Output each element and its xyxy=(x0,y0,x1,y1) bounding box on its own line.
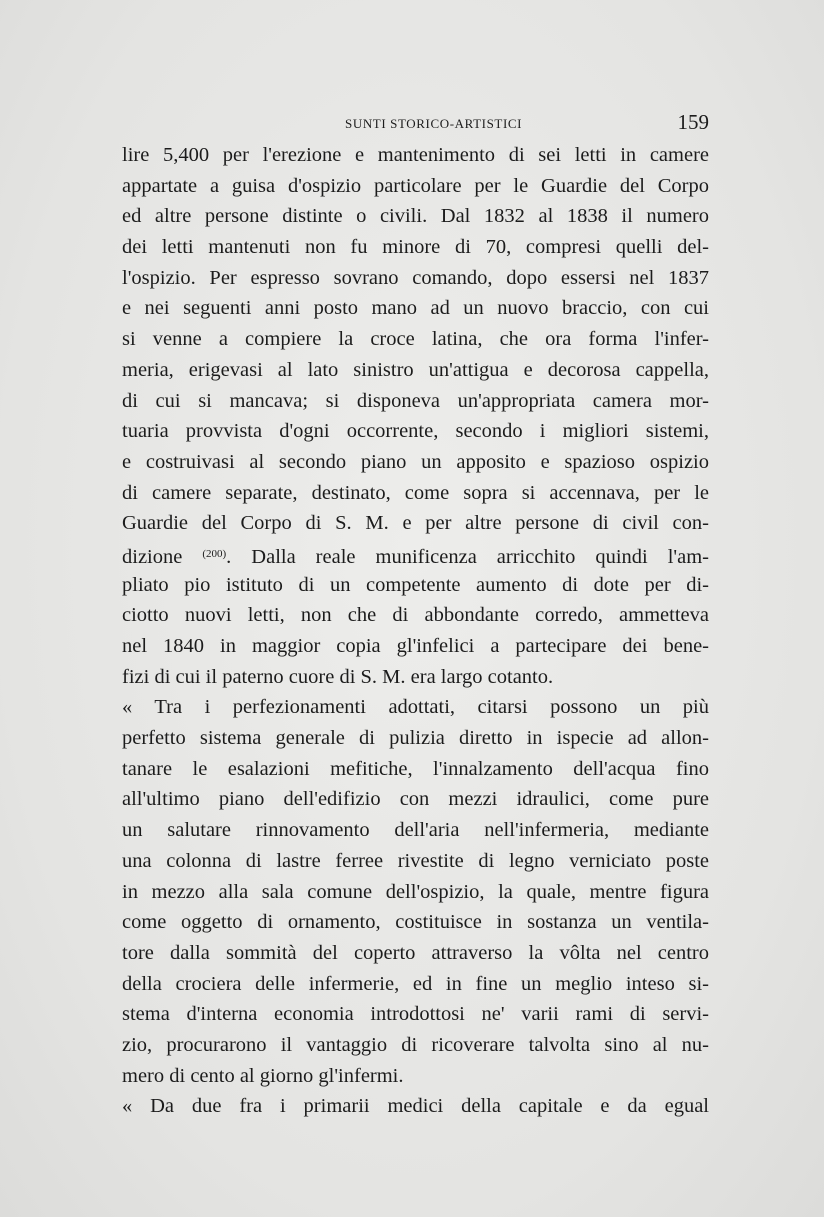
text-line: tore dalla sommità del coperto attraverso la vôlta nel centro xyxy=(122,941,709,964)
running-title: SUNTI STORICO-ARTISTICI xyxy=(345,116,523,131)
text-line: « Da due fra i primarii medici della capitale e da egual xyxy=(122,1095,709,1118)
text-line: l'ospizio. Per espresso sovrano comando, dopo essersi nel 1837 xyxy=(122,266,709,289)
footnote-reference: (200) xyxy=(202,547,227,560)
text-line: meria, erigevasi al lato sinistro un'attigua e decorosa cappella, xyxy=(122,358,709,381)
text-line: stema d'interna economia introdottosi ne' varii rami di servi- xyxy=(122,1003,709,1026)
text-line: fizi di cui il paterno cuore di S. M. era largo cotanto. xyxy=(122,665,554,688)
text-line: tanare le esalazioni mefitiche, l'innalzamento dell'acqua fino xyxy=(122,757,709,780)
text-line: si venne a compiere la croce latina, che ora forma l'infer- xyxy=(122,328,709,351)
text-line: e costruivasi al secondo piano un apposito e spazioso ospizio xyxy=(122,450,709,473)
text-line: all'ultimo piano dell'edifizio con mezzi idraulici, come pure xyxy=(122,788,709,811)
body-text xyxy=(122,140,709,1122)
text-line: nel 1840 in maggior copia gl'infelici a partecipare dei bene- xyxy=(122,635,709,657)
text-line: perfetto sistema generale di pulizia diretto in ispecie ad allon- xyxy=(122,727,709,750)
text-line: mero di cento al giorno gl'infermi. xyxy=(122,1064,404,1087)
text-fragment: . Dalla reale munificenza arricchito quindi l'am- xyxy=(226,545,709,568)
text-line: dei letti mantenuti non fu minore di 70, compresi quelli del- xyxy=(122,236,709,259)
text-line: di camere separate, destinato, come sopra si accennava, per le xyxy=(122,481,709,504)
page-number: 159 xyxy=(677,110,709,134)
text-fragment: dizione xyxy=(122,545,203,568)
text-line: tuaria provvista d'ogni occorrente, secondo i migliori sistemi, xyxy=(122,420,709,443)
text-line: Guardie del Corpo di S. M. e per altre persone di civil con- xyxy=(122,512,709,535)
text-line: e nei seguenti anni posto mano ad un nuovo braccio, con cui xyxy=(122,297,709,320)
text-line: della crociera delle infermerie, ed in fine un meglio inteso si- xyxy=(122,972,709,995)
text-line-with-note xyxy=(122,539,709,570)
page-header xyxy=(122,104,709,144)
text-line: lire 5,400 per l'erezione e mantenimento di sei letti in camere xyxy=(122,144,709,166)
text-line: ed altre persone distinte o civili. Dal 1832 al 1838 il numero xyxy=(122,205,709,228)
text-line: una colonna di lastre ferree rivestite di legno verniciato poste xyxy=(122,849,709,872)
text-line: come oggetto di ornamento, costituisce in sostanza un ventila- xyxy=(122,911,709,934)
text-line: in mezzo alla sala comune dell'ospizio, la quale, mentre figura xyxy=(122,880,709,903)
text-line: zio, procurarono il vantaggio di ricoverare talvolta sino al nu- xyxy=(122,1033,709,1056)
text-line: appartate a guisa d'ospizio particolare per le Guardie del Corpo xyxy=(122,174,709,197)
text-line: un salutare rinnovamento dell'aria nell'infermeria, mediante xyxy=(122,819,709,842)
text-line: pliato pio istituto di un competente aumento di dote per di- xyxy=(122,573,709,596)
text-line: ciotto nuovi letti, non che di abbondante corredo, ammetteva xyxy=(122,604,709,627)
text-line: « Tra i perfezionamenti adottati, citarsi possono un più xyxy=(122,696,709,719)
text-line: di cui si mancava; si disponeva un'appropriata camera mor- xyxy=(122,389,709,412)
